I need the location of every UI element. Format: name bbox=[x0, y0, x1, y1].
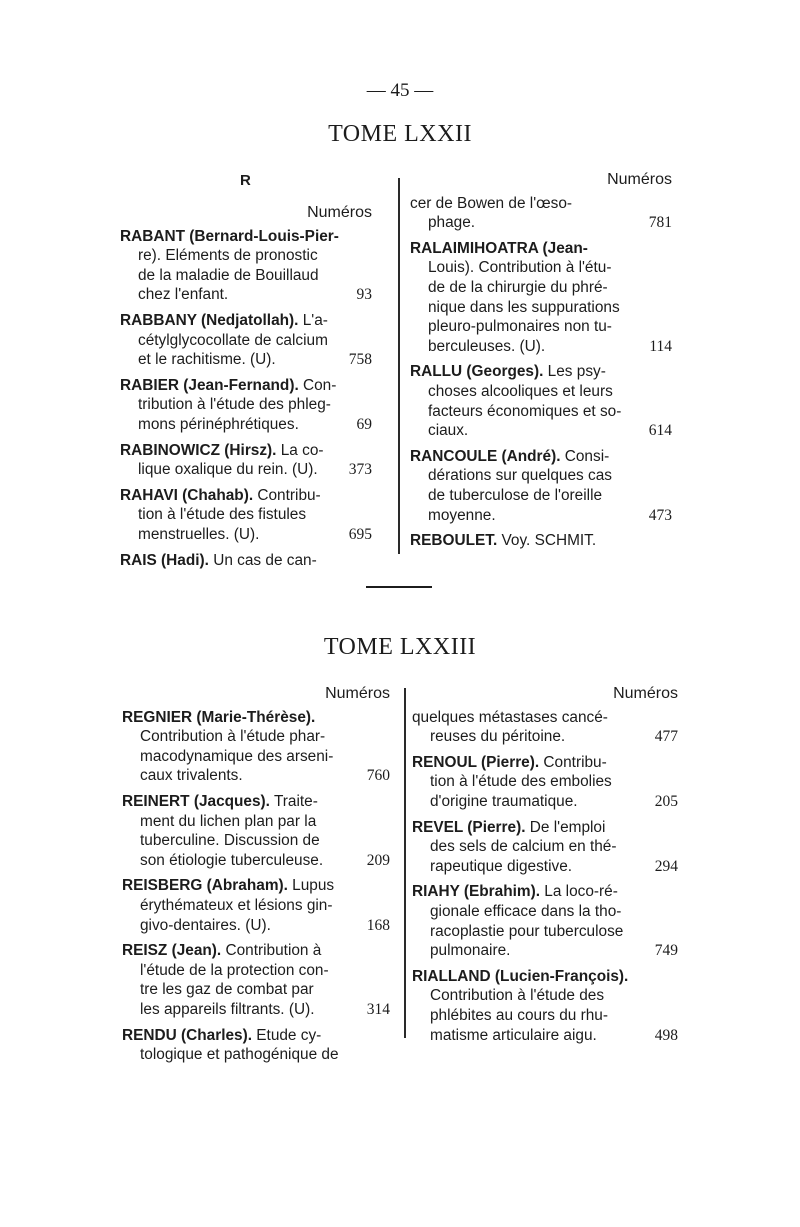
index-entry bbox=[120, 486, 372, 545]
section-separator bbox=[366, 586, 432, 588]
entry-list bbox=[410, 194, 672, 551]
entry-text-line: et le rachitisme. (U). bbox=[138, 351, 276, 369]
entry-text-line: rapeutique digestive. bbox=[430, 857, 573, 875]
entry-number: 695 bbox=[348, 525, 372, 543]
entry-text-line: REINERT (Jacques). Traite- bbox=[122, 792, 318, 810]
entry-text-line: REBOULET. Voy. SCHMIT. bbox=[410, 532, 597, 550]
entry-text-line: pulmonaire. bbox=[430, 942, 511, 960]
entry-text-line: dérations sur quelques cas bbox=[428, 467, 612, 485]
entry-number: 205 bbox=[654, 792, 678, 810]
index-entry bbox=[122, 792, 390, 870]
entry-number: 749 bbox=[654, 942, 678, 960]
tome-lxxii-right-column bbox=[410, 170, 672, 557]
entry-text-line: phage. bbox=[428, 214, 476, 232]
tome-lxxiii-left-column bbox=[122, 684, 390, 1071]
entry-text-line: quelques métastases cancé- bbox=[412, 708, 608, 726]
entry-text-line: phlébites au cours du rhu- bbox=[430, 1006, 608, 1024]
entry-text-line: ciaux. bbox=[428, 422, 469, 440]
entry-text-line: Contribution à l'étude des bbox=[430, 987, 605, 1005]
entry-text-line: nique dans les suppurations bbox=[428, 298, 620, 316]
numeros-header: Numéros bbox=[613, 685, 678, 702]
entry-text-line: macodynamique des arseni- bbox=[140, 747, 334, 765]
entry-number: 498 bbox=[654, 1026, 678, 1044]
index-entry bbox=[410, 239, 672, 357]
index-entry bbox=[120, 227, 372, 305]
entry-text-line: d'origine traumatique. bbox=[430, 792, 578, 810]
index-entry bbox=[120, 551, 372, 571]
entry-text-line: RABINOWICZ (Hirsz). La co- bbox=[120, 441, 324, 459]
column-divider bbox=[404, 688, 406, 1038]
entry-text-line: tre les gaz de combat par bbox=[140, 981, 314, 999]
entry-text-line: tribution à l'étude des phleg- bbox=[138, 396, 331, 414]
entry-number: 294 bbox=[654, 857, 678, 875]
entry-text-line: pleuro-pulmonaires non tu- bbox=[428, 318, 612, 336]
entry-number: 168 bbox=[366, 916, 390, 934]
index-entry bbox=[122, 941, 390, 1019]
numeros-header: Numéros bbox=[307, 204, 372, 221]
entry-text-line: ment du lichen plan par la bbox=[140, 812, 317, 830]
entry-number: 93 bbox=[356, 286, 372, 304]
tome-lxxii-title: TOME LXXII bbox=[328, 121, 472, 147]
entry-number: 758 bbox=[348, 351, 372, 369]
entry-text-line: gionale efficace dans la tho- bbox=[430, 902, 622, 920]
entry-number: 473 bbox=[648, 506, 672, 524]
entry-text-line: matisme articulaire aigu. bbox=[430, 1026, 597, 1044]
entry-text-line: mons périnéphrétiques. bbox=[138, 415, 299, 433]
entry-text-line: cer de Bowen de l'œso- bbox=[410, 194, 573, 212]
tome-lxxiii-right-column bbox=[412, 684, 678, 1051]
entry-text-line: RIALLAND (Lucien-François). bbox=[412, 967, 629, 985]
entry-text-line: choses alcooliques et leurs bbox=[428, 382, 613, 400]
entry-number: 114 bbox=[649, 337, 672, 355]
index-entry bbox=[410, 447, 672, 525]
entry-text-line: de tuberculose de l'oreille bbox=[428, 486, 603, 504]
entry-text-line: de de la chirurgie du phré- bbox=[428, 278, 608, 296]
numeros-header: Numéros bbox=[607, 171, 672, 188]
entry-number: 314 bbox=[366, 1000, 390, 1018]
entry-number: 373 bbox=[348, 461, 372, 479]
numeros-header: Numéros bbox=[325, 685, 390, 702]
entry-text-line: RALLU (Georges). Les psy- bbox=[410, 363, 606, 381]
entry-list bbox=[412, 708, 678, 1046]
index-entry bbox=[122, 1026, 390, 1065]
entry-number: 209 bbox=[366, 851, 390, 869]
entry-text-line: cétylglycocollate de calcium bbox=[138, 331, 328, 349]
entry-number: 69 bbox=[356, 415, 372, 433]
entry-text-line: RAIS (Hadi). Un cas de can- bbox=[120, 551, 317, 569]
entry-text-line: moyenne. bbox=[428, 506, 496, 524]
entry-number: 760 bbox=[366, 767, 390, 785]
entry-text-line: REGNIER (Marie-Thérèse). bbox=[122, 708, 316, 726]
entry-text-line: RAHAVI (Chahab). Contribu- bbox=[120, 486, 321, 504]
entry-text-line: chez l'enfant. bbox=[138, 286, 229, 304]
entry-text-line: tion à l'étude des embolies bbox=[430, 773, 612, 791]
entry-number: 477 bbox=[654, 728, 678, 746]
entry-text-line: l'étude de la protection con- bbox=[140, 961, 329, 979]
section-letter: R bbox=[240, 172, 251, 189]
entry-text-line: berculeuses. (U). bbox=[428, 337, 546, 355]
index-entry bbox=[412, 753, 678, 812]
index-entry bbox=[120, 311, 372, 370]
index-entry bbox=[120, 376, 372, 435]
entry-text-line: REISBERG (Abraham). Lupus bbox=[122, 877, 335, 895]
entry-list bbox=[122, 708, 390, 1065]
index-entry bbox=[122, 708, 390, 786]
entry-number: 614 bbox=[648, 422, 672, 440]
entry-text-line: tion à l'étude des fistules bbox=[138, 506, 307, 524]
entry-text-line: Contribution à l'étude phar- bbox=[140, 728, 326, 746]
entry-list bbox=[120, 227, 372, 571]
index-entry bbox=[122, 876, 390, 935]
entry-text-line: son étiologie tuberculeuse. bbox=[140, 851, 324, 869]
entry-text-line: racoplastie pour tuberculose bbox=[430, 922, 624, 940]
index-entry bbox=[412, 818, 678, 877]
index-entry bbox=[412, 967, 678, 1045]
entry-text-line: tuberculine. Discussion de bbox=[140, 832, 320, 850]
index-entry bbox=[410, 362, 672, 440]
entry-number: 781 bbox=[648, 214, 672, 232]
entry-text-line: RABIER (Jean-Fernand). Con- bbox=[120, 376, 337, 394]
tome-lxxii-left-column bbox=[120, 203, 372, 576]
entry-text-line: RIAHY (Ebrahim). La loco-ré- bbox=[412, 883, 618, 901]
entry-text-line: RENDU (Charles). Etude cy- bbox=[122, 1026, 322, 1044]
entry-text-line: les appareils filtrants. (U). bbox=[140, 1000, 315, 1018]
entry-text-line: re). Eléments de pronostic bbox=[138, 247, 318, 265]
entry-text-line: RALAIMIHOATRA (Jean- bbox=[410, 239, 588, 257]
entry-text-line: tologique et pathogénique de bbox=[140, 1046, 339, 1064]
index-entry bbox=[120, 441, 372, 480]
entry-text-line: RABANT (Bernard-Louis-Pier- bbox=[120, 227, 339, 245]
entry-text-line: RABBANY (Nedjatollah). L'a- bbox=[120, 311, 328, 329]
entry-text-line: reuses du péritoine. bbox=[430, 728, 566, 746]
entry-text-line: facteurs économiques et so- bbox=[428, 402, 622, 420]
entry-text-line: caux trivalents. bbox=[140, 767, 243, 785]
entry-text-line: lique oxalique du rein. (U). bbox=[138, 461, 318, 479]
entry-text-line: givo-dentaires. (U). bbox=[140, 916, 271, 934]
index-entry bbox=[410, 194, 672, 233]
entry-text-line: Louis). Contribution à l'étu- bbox=[428, 259, 612, 277]
entry-text-line: REVEL (Pierre). De l'emploi bbox=[412, 818, 606, 836]
tome-lxxiii-title: TOME LXXIII bbox=[323, 634, 477, 660]
entry-text-line: érythémateux et lésions gin- bbox=[140, 896, 333, 914]
index-entry bbox=[412, 882, 678, 960]
entry-text-line: REISZ (Jean). Contribution à bbox=[122, 942, 322, 960]
page-number: — 45 — bbox=[366, 80, 434, 101]
entry-text-line: de la maladie de Bouillaud bbox=[138, 266, 319, 284]
entry-text-line: RENOUL (Pierre). Contribu- bbox=[412, 753, 607, 771]
index-entry bbox=[412, 708, 678, 747]
entry-text-line: menstruelles. (U). bbox=[138, 525, 260, 543]
column-divider bbox=[398, 178, 400, 554]
entry-text-line: des sels de calcium en thé- bbox=[430, 838, 617, 856]
index-entry bbox=[410, 531, 672, 551]
entry-text-line: RANCOULE (André). Consi- bbox=[410, 447, 610, 465]
